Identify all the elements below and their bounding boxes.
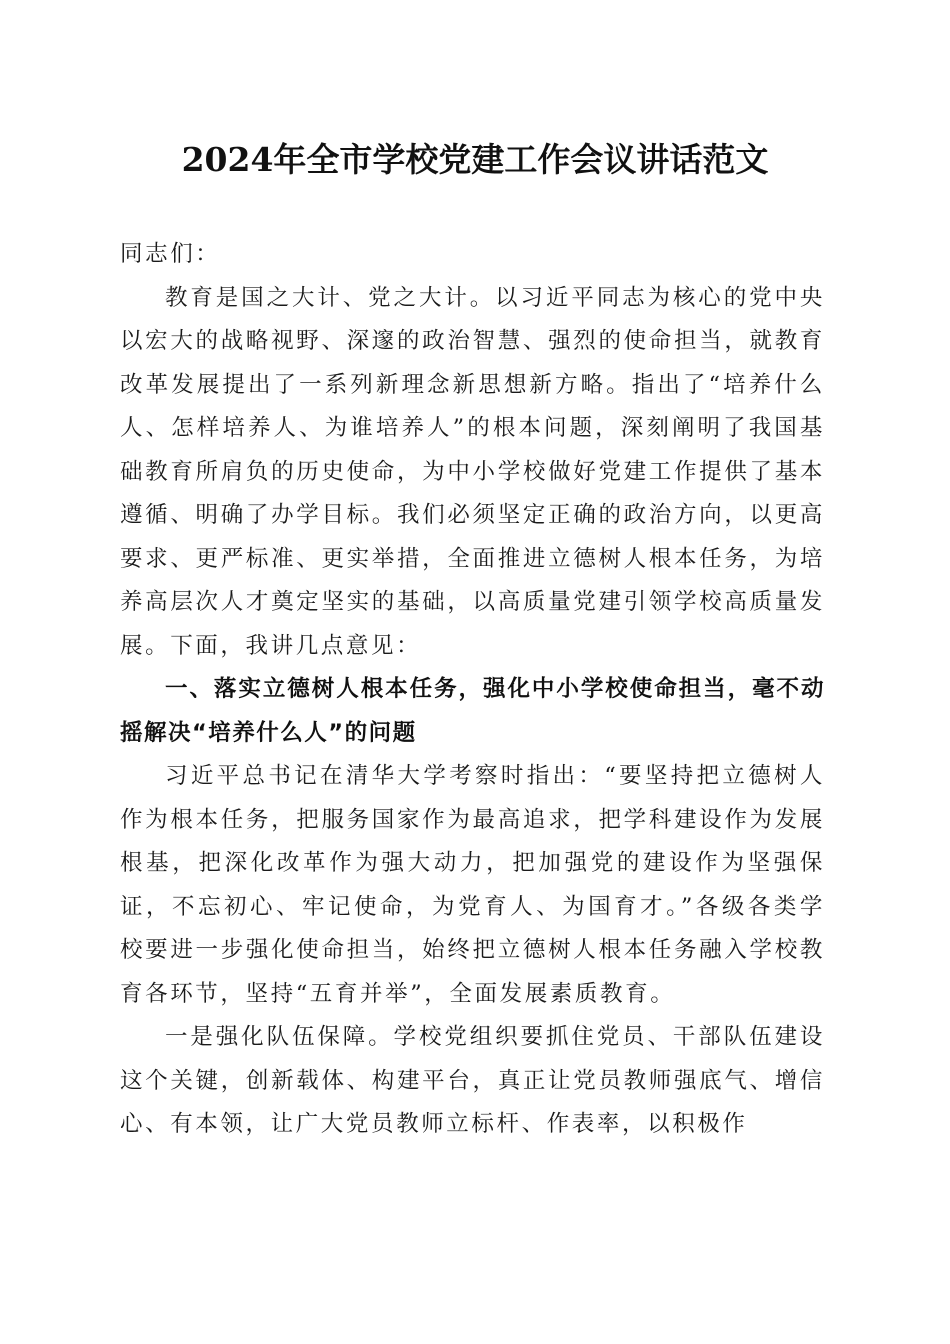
- salutation: 同志们：: [120, 241, 221, 267]
- document-body: [120, 233, 825, 1147]
- intro-paragraph: 教育是国之大计、党之大计。以习近平同志为核心的党中央以宏大的战略视野、深邃的政治智慧、强烈的使命担当，就教育改革发展提出了一系列新理念新思想新方略。指出了“培养什么人、怎样培养人、为谁培养人”的根本问题，深刻阐明了我国基础教育所肩负的历史使命，为中小学校做好党建工作提供了基本遵循、明确了办学目标。我们必须坚定正确的政治方向，以更高要求、更严标准、更实举措，全面推进立德树人根本任务，为培养高层次人才奠定坚实的基础，以高质量党建引领学校高质量发展。下面，我讲几点意见：: [120, 284, 825, 659]
- section-1-paragraph: 习近平总书记在清华大学考察时指出：“要坚持把立德树人作为根本任务，把服务国家作为最高追求，把学科建设作为发展根基，把深化改革作为强大动力，把加强党的建设作为坚强保证，不忘初心、牢记使命，为党育人、为国育才。”各级各类学校要进一步强化使命担当，始终把立德树人根本任务融入学校教育各环节，坚持“五育并举”，全面发展素质教育。: [120, 763, 825, 1007]
- point-1-paragraph: 一是强化队伍保障。学校党组织要抓住党员、干部队伍建设这个关键，创新载体、构建平台，真正让党员教师强底气、增信心、有本领，让广大党员教师立标杆、作表率，以积极作: [120, 1024, 825, 1137]
- document-title: 2024年全市学校党建工作会议讲话范文: [181, 140, 769, 179]
- section-1-heading: 一、落实立德树人根本任务，强化中小学校使命担当，毫不动摇解决“培养什么人”的问题: [120, 676, 825, 746]
